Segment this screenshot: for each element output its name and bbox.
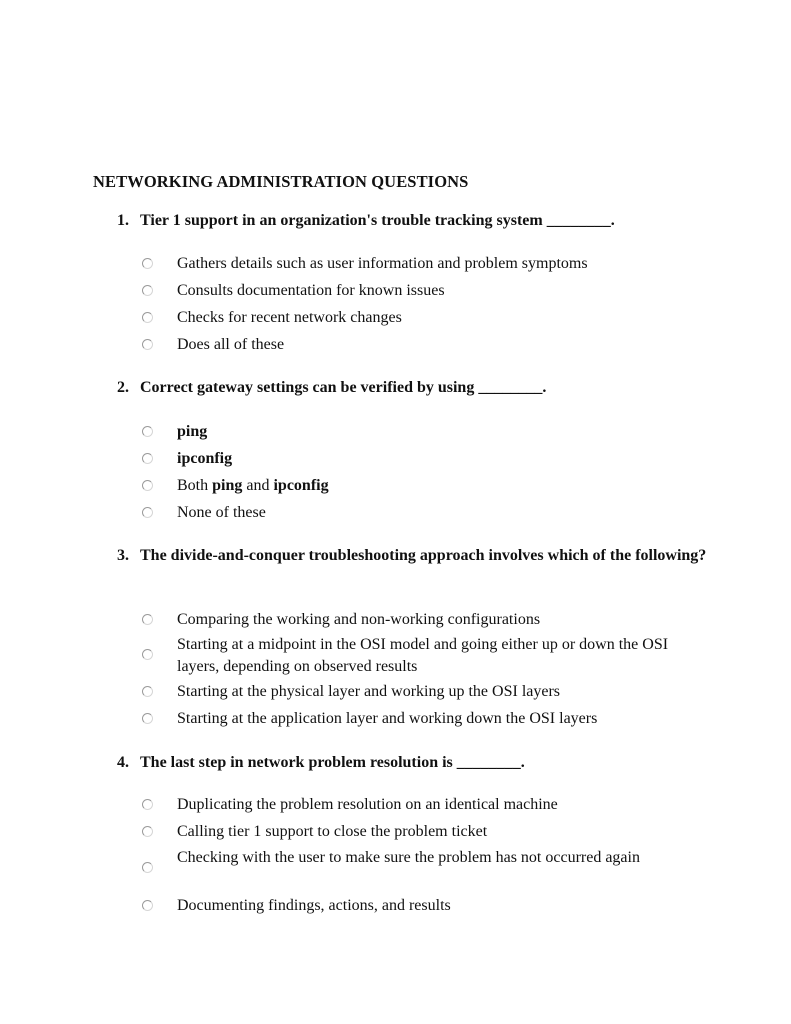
question-number: 4. bbox=[117, 754, 129, 771]
q1-option-b[interactable] bbox=[142, 280, 702, 302]
option-label: ipconfig bbox=[177, 450, 233, 467]
option-label: Does all of these bbox=[177, 336, 285, 353]
option-label: Starting at the application layer and working down the OSI layers bbox=[177, 710, 598, 727]
option-text-part: Both bbox=[177, 477, 213, 494]
option-label: Starting at the physical layer and working up the OSI layers bbox=[177, 683, 561, 700]
radio-button[interactable] bbox=[142, 285, 153, 296]
question-text: The last step in network problem resolution is ________. bbox=[140, 754, 525, 771]
q3-option-d[interactable] bbox=[142, 708, 702, 730]
radio-button[interactable] bbox=[142, 862, 153, 873]
radio-button[interactable] bbox=[142, 799, 153, 810]
option-label: Duplicating the problem resolution on an identical machine bbox=[177, 796, 558, 813]
option-label: Checks for recent network changes bbox=[177, 309, 402, 326]
q4-option-c[interactable] bbox=[142, 847, 662, 869]
radio-button[interactable] bbox=[142, 453, 153, 464]
q4-option-a[interactable] bbox=[142, 794, 702, 816]
question-number: 3. bbox=[117, 547, 129, 564]
q3-option-a[interactable] bbox=[142, 609, 702, 631]
question-3 bbox=[117, 545, 707, 566]
option-text-part-bold: ping bbox=[212, 477, 243, 494]
option-label: Documenting findings, actions, and results bbox=[177, 897, 451, 914]
q1-option-c[interactable] bbox=[142, 307, 702, 329]
radio-button[interactable] bbox=[142, 312, 153, 323]
radio-button[interactable] bbox=[142, 686, 153, 697]
option-text-part: and bbox=[242, 477, 274, 494]
radio-button[interactable] bbox=[142, 507, 153, 518]
option-label: Checking with the user to make sure the problem has not occurred again bbox=[177, 849, 640, 866]
q3-option-c[interactable] bbox=[142, 681, 702, 703]
question-4 bbox=[117, 752, 717, 773]
q1-option-d[interactable] bbox=[142, 334, 702, 356]
radio-button[interactable] bbox=[142, 826, 153, 837]
q4-option-b[interactable] bbox=[142, 821, 702, 843]
option-text-part-bold: ipconfig bbox=[273, 477, 329, 494]
option-label: Gathers details such as user information and problem symptoms bbox=[177, 255, 588, 272]
radio-button[interactable] bbox=[142, 649, 153, 660]
option-label: ping bbox=[177, 423, 208, 440]
question-number: 1. bbox=[117, 212, 129, 229]
radio-button[interactable] bbox=[142, 426, 153, 437]
q3-option-b[interactable] bbox=[142, 634, 682, 678]
option-label: Consults documentation for known issues bbox=[177, 282, 445, 299]
q1-option-a[interactable] bbox=[142, 253, 702, 275]
radio-button[interactable] bbox=[142, 480, 153, 491]
question-1 bbox=[117, 210, 717, 231]
q2-option-d[interactable] bbox=[142, 502, 702, 524]
question-number: 2. bbox=[117, 379, 129, 396]
option-label bbox=[177, 475, 702, 497]
q2-option-b[interactable] bbox=[142, 448, 702, 470]
radio-button[interactable] bbox=[142, 258, 153, 269]
radio-button[interactable] bbox=[142, 339, 153, 350]
option-label: Calling tier 1 support to close the problem ticket bbox=[177, 823, 488, 840]
question-text: Tier 1 support in an organization's trouble tracking system ________. bbox=[140, 212, 615, 229]
radio-button[interactable] bbox=[142, 614, 153, 625]
question-text: The divide-and-conquer troubleshooting approach involves which of the following? bbox=[140, 547, 707, 564]
q4-option-d[interactable] bbox=[142, 895, 702, 917]
q2-option-c[interactable] bbox=[142, 475, 702, 497]
radio-button[interactable] bbox=[142, 900, 153, 911]
option-label: Starting at a midpoint in the OSI model and going either up or down the OSI layers, depending on observed results bbox=[177, 636, 669, 675]
page-title: NETWORKING ADMINISTRATION QUESTIONS bbox=[93, 172, 469, 191]
option-label: None of these bbox=[177, 504, 266, 521]
radio-button[interactable] bbox=[142, 713, 153, 724]
option-label: Comparing the working and non-working configurations bbox=[177, 611, 541, 628]
q2-option-a[interactable] bbox=[142, 421, 702, 443]
question-text: Correct gateway settings can be verified by using ________. bbox=[140, 379, 547, 396]
question-2 bbox=[117, 377, 717, 398]
